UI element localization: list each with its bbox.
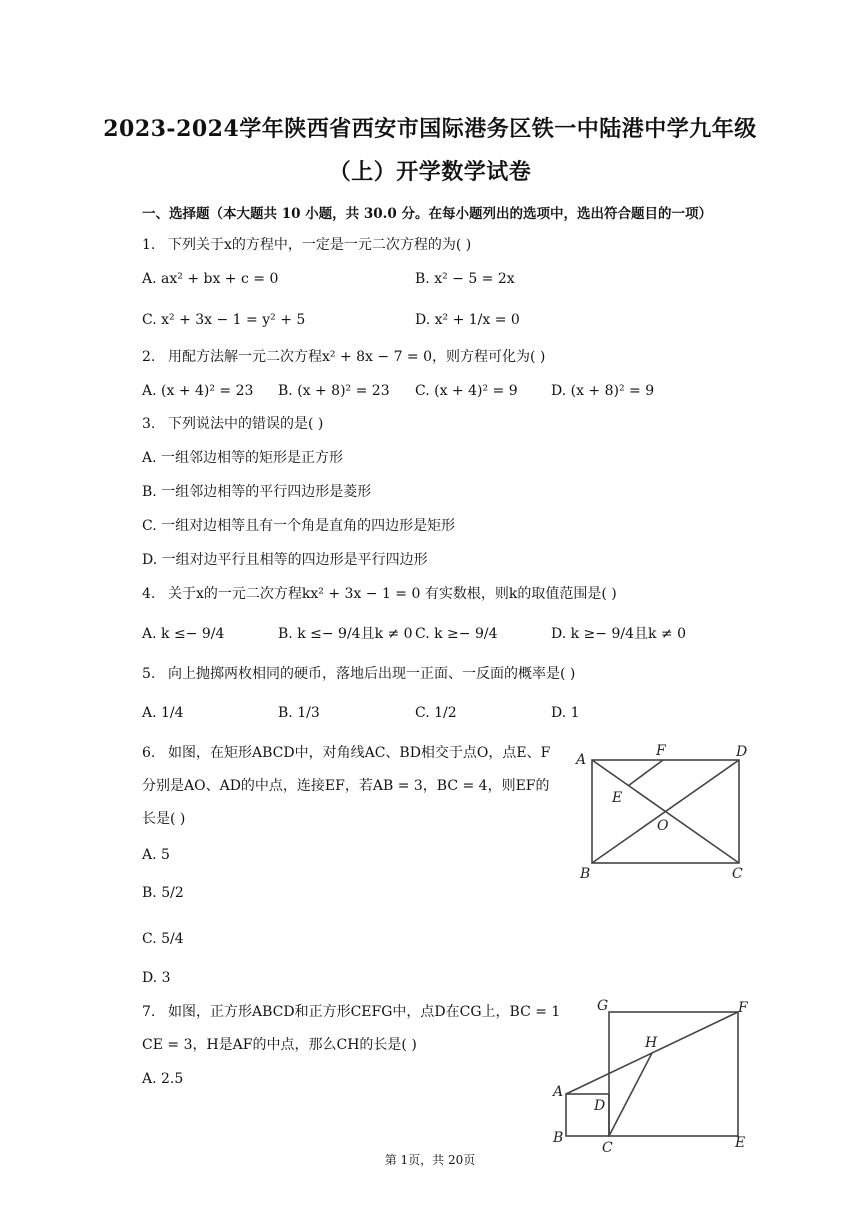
q3-option-b: B. 一组邻边相等的平行四边形是菱形 xyxy=(142,484,372,500)
q6-option-a: A. 5 xyxy=(142,847,170,863)
question-6-line3: 长是( ) xyxy=(142,811,186,827)
q6-rectangle-figure xyxy=(570,740,760,885)
question-7 xyxy=(142,1002,560,1022)
question-3 xyxy=(142,414,323,434)
label-d: D xyxy=(736,744,748,760)
q3-option-d: D. 一组对边平行且相等的四边形是平行四边形 xyxy=(142,552,428,568)
label-e: E xyxy=(735,1135,746,1151)
label-b: B xyxy=(580,866,591,882)
question-number: 1. xyxy=(142,237,156,253)
q4-option-b: B. k ≤− 9/4且k ≠ 0 xyxy=(278,626,413,642)
label-a: A xyxy=(553,1084,564,1100)
question-6-line2: 分别是AO、AD的中点，连接EF，若AB = 3，BC = 4，则EF的 xyxy=(142,778,550,794)
label-b: B xyxy=(553,1130,564,1146)
question-number: 2. xyxy=(142,349,156,365)
question-4 xyxy=(142,584,617,604)
page-footer: 第 1页，共 20页 xyxy=(384,1153,476,1167)
label-o: O xyxy=(657,818,669,834)
q1-option-a: A. ax² + bx + c = 0 xyxy=(142,271,279,287)
question-stem: 向上抛掷两枚相同的硬币，落地后出现一正面、一反面的概率是( ) xyxy=(168,666,576,682)
q1-option-b: B. x² − 5 = 2x xyxy=(415,271,515,287)
q1-option-d: D. x² + 1/x = 0 xyxy=(415,312,520,328)
segment-ch xyxy=(609,1053,652,1136)
question-5 xyxy=(142,664,575,684)
question-stem: 下列关于x的方程中，一定是一元二次方程的为( ) xyxy=(168,237,472,253)
q2-option-b: B. (x + 8)² = 23 xyxy=(278,383,390,399)
q2-option-c: C. (x + 4)² = 9 xyxy=(415,383,518,399)
q3-option-c: C. 一组对边相等且有一个角是直角的四边形是矩形 xyxy=(142,518,456,534)
question-number: 6. xyxy=(142,745,156,761)
q6-option-d: D. 3 xyxy=(142,970,171,986)
q4-option-d: D. k ≥− 9/4且k ≠ 0 xyxy=(551,626,687,642)
label-c: C xyxy=(732,866,743,882)
square-cefg xyxy=(609,1012,738,1136)
label-h: H xyxy=(645,1035,658,1051)
q7-option-a: A. 2.5 xyxy=(142,1071,184,1087)
question-stem: 下列说法中的错误的是( ) xyxy=(168,416,324,432)
segment-ef xyxy=(628,760,663,786)
q4-option-c: C. k ≥− 9/4 xyxy=(415,626,498,642)
exam-title-line2: （上）开学数学试卷 xyxy=(328,159,532,185)
q3-option-a: A. 一组邻边相等的矩形是正方形 xyxy=(142,450,344,466)
label-f: F xyxy=(656,743,666,759)
question-stem-line: 如图，在矩形ABCD中，对角线AC、BD相交于点O，点E、F xyxy=(168,745,551,761)
q5-option-d: D. 1 xyxy=(551,705,580,721)
question-number: 4. xyxy=(142,586,156,602)
label-a: A xyxy=(576,752,587,768)
label-c: C xyxy=(602,1140,613,1156)
q2-option-a: A. (x + 4)² = 23 xyxy=(142,383,254,399)
q2-option-d: D. (x + 8)² = 9 xyxy=(551,383,655,399)
question-6 xyxy=(142,743,550,763)
q5-option-a: A. 1/4 xyxy=(142,705,184,721)
question-stem-line: 如图，正方形ABCD和正方形CEFG中，点D在CG上，BC = 1 xyxy=(168,1004,561,1020)
question-stem: 关于x的一元二次方程kx² + 3x − 1 = 0 有实数根，则k的取值范围是( ) xyxy=(168,586,617,602)
q4-option-a: A. k ≤− 9/4 xyxy=(142,626,225,642)
question-number: 5. xyxy=(142,666,156,682)
question-number: 3. xyxy=(142,416,156,432)
label-f: F xyxy=(738,1000,748,1016)
q6-option-b: B. 5/2 xyxy=(142,885,184,901)
label-d: D xyxy=(594,1098,606,1114)
q5-option-c: C. 1/2 xyxy=(415,705,457,721)
question-2 xyxy=(142,347,545,367)
question-1 xyxy=(142,235,471,255)
exam-title-line1: 2023-2024学年陕西省西安市国际港务区铁一中陆港中学九年级 xyxy=(103,116,757,142)
q6-option-c: C. 5/4 xyxy=(142,931,184,947)
q1-option-c: C. x² + 3x − 1 = y² + 5 xyxy=(142,312,306,328)
question-7-line2: CE = 3，H是AF的中点，那么CH的长是( ) xyxy=(142,1037,417,1053)
question-stem: 用配方法解一元二次方程x² + 8x − 7 = 0，则方程可化为( ) xyxy=(168,349,546,365)
q5-option-b: B. 1/3 xyxy=(278,705,320,721)
q7-squares-figure xyxy=(545,995,760,1160)
label-e: E xyxy=(612,790,623,806)
label-g: G xyxy=(597,998,609,1014)
question-number: 7. xyxy=(142,1004,156,1020)
section-heading: 一、选择题（本大题共 10 小题，共 30.0 分。在每小题列出的选项中，选出符合题目的一项） xyxy=(142,206,712,222)
